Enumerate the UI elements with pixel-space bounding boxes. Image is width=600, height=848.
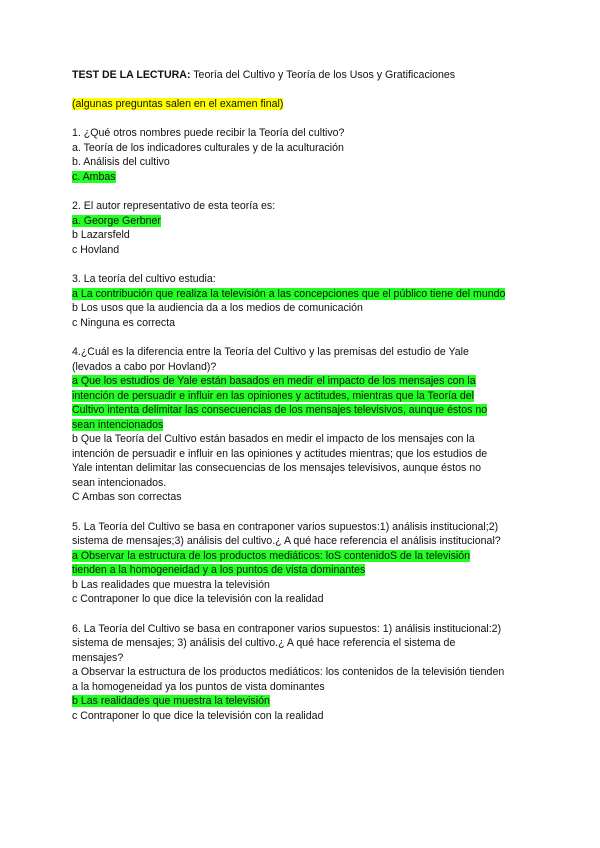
option-text: a Observar la estructura de los productos mediáticos: loS contenidoS de la televisión bbox=[72, 549, 471, 562]
exam-note bbox=[72, 97, 530, 112]
option-text: c Ninguna es correcta bbox=[72, 316, 176, 329]
question-6 bbox=[72, 622, 530, 724]
question-text: 5. La Teoría del Cultivo se basa en contraponer varios supuestos:1) análisis institucional;2) bbox=[72, 520, 499, 533]
correct-answer-option bbox=[72, 563, 530, 578]
correct-answer-option bbox=[72, 389, 530, 404]
question-3 bbox=[72, 272, 530, 330]
question-2 bbox=[72, 199, 530, 257]
question-text: sistema de mensajes;3) análisis del cultivo.¿ A qué hace referencia el análisis institucional? bbox=[72, 535, 501, 547]
answer-option bbox=[72, 680, 530, 695]
option-text: a Observar la estructura de los productos mediáticos: los contenidos de la televisión tienden bbox=[72, 666, 505, 678]
answer-option bbox=[72, 476, 530, 491]
answer-option bbox=[72, 461, 530, 476]
correct-answer-option bbox=[72, 287, 530, 302]
question-text: 3. La teoría del cultivo estudia: bbox=[72, 273, 216, 285]
option-text: sean intencionados bbox=[72, 418, 164, 431]
document-title bbox=[72, 68, 530, 83]
answer-option bbox=[72, 432, 530, 447]
correct-answer-option bbox=[72, 374, 530, 389]
correct-answer-option bbox=[72, 694, 530, 709]
option-text: sean intencionados. bbox=[72, 476, 167, 489]
question-1 bbox=[72, 126, 530, 184]
option-text: intención de persuadir e influir en las opiniones y actitudes, mientras que la Teoría del bbox=[72, 389, 475, 402]
option-text: c Contraponer lo que dice la televisión con la realidad bbox=[72, 709, 324, 722]
option-text: tienden a la homogeneidad y a los puntos de vista dominantes bbox=[72, 564, 366, 576]
option-text: b Las realidades que muestra la televisión bbox=[72, 695, 270, 707]
question-4 bbox=[72, 345, 530, 505]
title-rest: Teoría del Cultivo y Teoría de los Usos y Gratificaciones bbox=[190, 69, 456, 81]
correct-answer-option bbox=[72, 549, 530, 564]
answer-option bbox=[72, 243, 530, 258]
answer-option bbox=[72, 141, 530, 156]
option-text: a. Teoría de los indicadores culturales y de la aculturación bbox=[72, 141, 344, 154]
answer-option bbox=[72, 316, 530, 331]
correct-answer-option bbox=[72, 403, 530, 418]
option-text: b Lazarsfeld bbox=[72, 229, 130, 241]
answer-option bbox=[72, 155, 530, 170]
option-text: c Contraponer lo que dice la televisión con la realidad bbox=[72, 593, 324, 605]
option-text: Yale intentan delimitar las consecuencias de los mensajes televisivos, aunque éstos no bbox=[72, 462, 482, 474]
option-text: intención de persuadir e influir en las opiniones y actitudes mientras; que los estudios de bbox=[72, 447, 488, 460]
option-text: a Que los estudios de Yale están basados en medir el impacto de los mensajes con la bbox=[72, 375, 476, 387]
option-text: C Ambas son correctas bbox=[72, 491, 182, 503]
question-text: 1. ¿Qué otros nombres puede recibir la Teoría del cultivo? bbox=[72, 127, 345, 139]
answer-option bbox=[72, 228, 530, 243]
question-text: mensajes? bbox=[72, 651, 124, 664]
question-text: 4.¿Cuál es la diferencia entre la Teoría del Cultivo y las premisas del estudio de Yale bbox=[72, 346, 469, 358]
option-text: a la homogeneidad ya los puntos de vista dominantes bbox=[72, 680, 325, 693]
answer-option bbox=[72, 578, 530, 593]
option-text: c Hovland bbox=[72, 243, 120, 256]
exam-note-text: (algunas preguntas salen en el examen final) bbox=[72, 97, 284, 110]
option-text: c. Ambas bbox=[72, 170, 116, 183]
question-text: 2. El autor representativo de esta teoría es: bbox=[72, 200, 276, 212]
question-text: 6. La Teoría del Cultivo se basa en contraponer varios supuestos: 1) análisis institucional:2) bbox=[72, 622, 502, 635]
option-text: b Las realidades que muestra la televisión bbox=[72, 578, 270, 591]
option-text: Cultivo intenta delimitar las consecuencias de los mensajes televisivos, aunque éstos no bbox=[72, 404, 488, 416]
title-bold: TEST DE LA LECTURA: bbox=[72, 69, 191, 81]
question-text: sistema de mensajes; 3) análisis del cultivo.¿ A qué hace referencia el sistema de bbox=[72, 637, 456, 649]
option-text: b Los usos que la audiencia da a los medios de comunicación bbox=[72, 302, 363, 314]
answer-option bbox=[72, 665, 530, 680]
answer-option bbox=[72, 592, 530, 607]
answer-option bbox=[72, 490, 530, 505]
option-text: b. Análisis del cultivo bbox=[72, 156, 170, 168]
option-text: a La contribución que realiza la televisión a las concepciones que el público tiene del mundo bbox=[72, 287, 506, 300]
question-5 bbox=[72, 520, 530, 607]
answer-option bbox=[72, 447, 530, 462]
correct-answer-option bbox=[72, 170, 530, 185]
question-text: (levados a cabo por Hovland)? bbox=[72, 360, 217, 373]
correct-answer-option bbox=[72, 214, 530, 229]
answer-option bbox=[72, 709, 530, 724]
question-list bbox=[72, 126, 530, 723]
answer-option bbox=[72, 301, 530, 316]
option-text: a. George Gerbner bbox=[72, 214, 161, 227]
correct-answer-option bbox=[72, 418, 530, 433]
option-text: b Que la Teoría del Cultivo están basados en medir el impacto de los mensajes con la bbox=[72, 433, 475, 445]
